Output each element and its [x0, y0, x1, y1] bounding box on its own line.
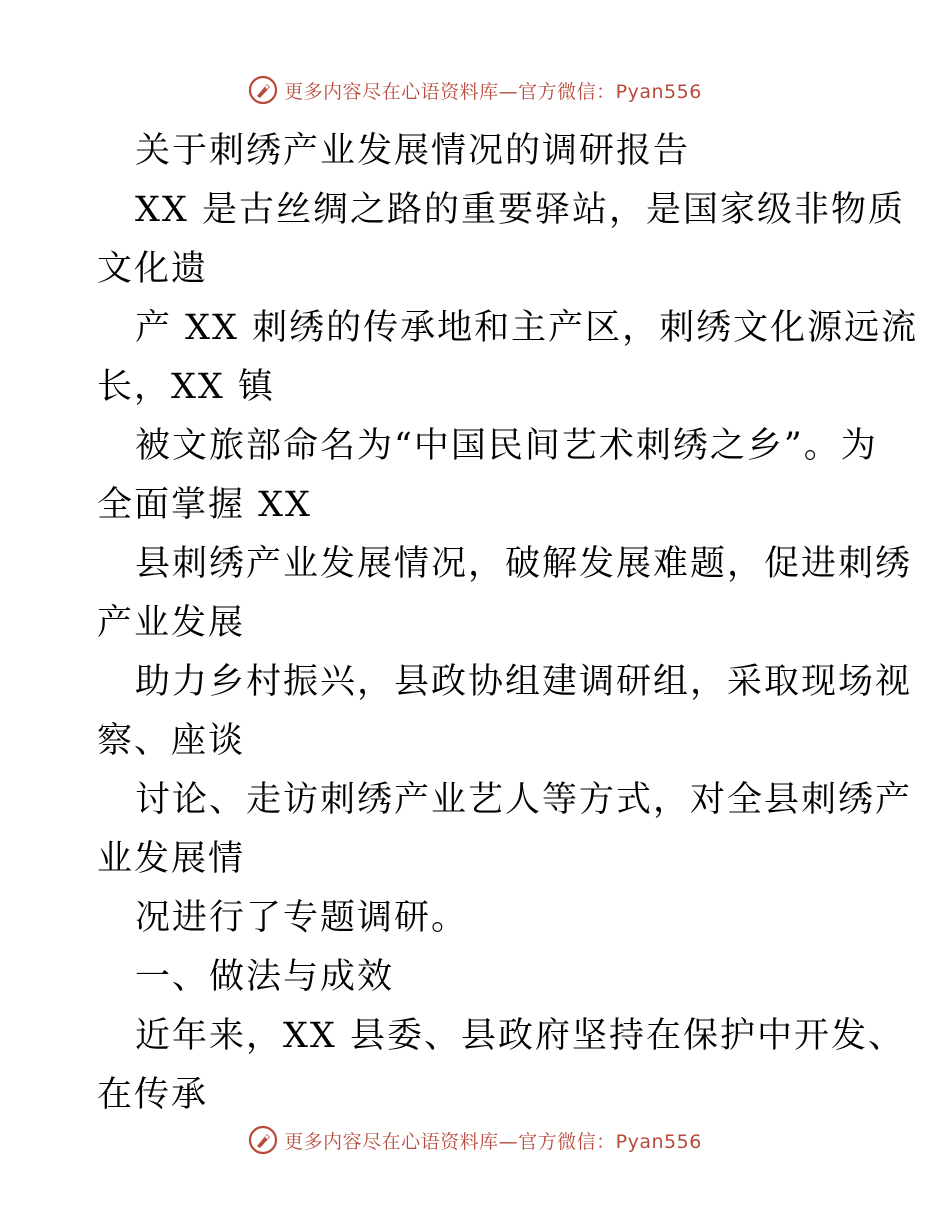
paragraph-line: 长，XX 镇 [97, 367, 275, 407]
paragraph-line: 文化遗 [97, 249, 209, 289]
pen-nib-logo-icon [248, 1125, 278, 1155]
paragraph-line: 近年来，XX 县委、县政府坚持在保护中开发、 [135, 1016, 905, 1056]
paragraph-line: 被文旅部命名为“中国民间艺术刺绣之乡”。为 [135, 426, 878, 466]
section-heading: 一、做法与成效 [135, 957, 395, 997]
header-banner-text: 更多内容尽在心语资料库—官方微信：Pyan556 [284, 80, 702, 103]
paragraph-line: 察、座谈 [97, 721, 246, 761]
header-banner [0, 70, 950, 110]
document-body [97, 122, 919, 1125]
document-title: 关于刺绣产业发展情况的调研报告 [135, 131, 691, 171]
paragraph-line: XX 是古丝绸之路的重要驿站，是国家级非物质 [135, 190, 905, 230]
paragraph-line: 县刺绣产业发展情况，破解发展难题，促进刺绣 [135, 544, 913, 584]
paragraph-line: 产 XX 刺绣的传承地和主产区，刺绣文化源远流 [135, 308, 919, 348]
paragraph-line: 全面掌握 XX [97, 485, 312, 525]
paragraph-line: 助力乡村振兴，县政协组建调研组，采取现场视 [135, 662, 913, 702]
footer-banner [0, 1120, 950, 1160]
paragraph-line: 业发展情 [97, 839, 246, 879]
paragraph-line: 产业发展 [97, 603, 246, 643]
paragraph-line: 在传承 [97, 1075, 209, 1115]
pen-nib-logo-icon [248, 75, 278, 105]
footer-banner-text: 更多内容尽在心语资料库—官方微信：Pyan556 [284, 1130, 702, 1153]
paragraph-line: 况进行了专题调研。 [135, 898, 469, 938]
paragraph-line: 讨论、走访刺绣产业艺人等方式，对全县刺绣产 [135, 780, 913, 820]
